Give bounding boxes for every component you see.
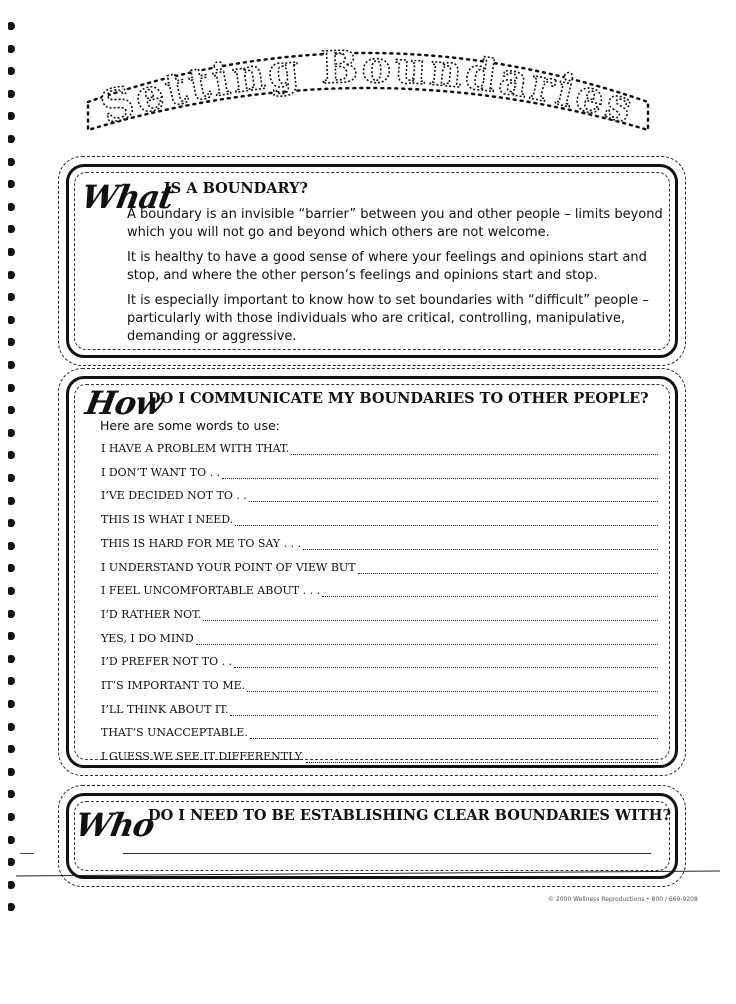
binder-hole (8, 497, 15, 505)
phrase-text: I’D PREFER NOT TO . . (101, 655, 233, 669)
binder-hole (8, 677, 15, 685)
binder-hole (8, 723, 15, 731)
binder-hole (8, 587, 15, 595)
binder-hole (8, 316, 15, 324)
binder-hole (8, 158, 15, 166)
binder-hole (8, 248, 15, 256)
phrase-text: I DON’T WANT TO . . (101, 465, 221, 479)
footer-copyright: © 2000 Wellness Reproductions • 800 / 669-9208 (548, 896, 698, 903)
binder-hole (8, 112, 15, 120)
phrase-fill-line[interactable] (303, 540, 658, 550)
phrase-row[interactable] (101, 750, 658, 763)
binder-hole (8, 881, 15, 889)
binder-hole (8, 271, 15, 279)
phrase-row[interactable] (101, 442, 658, 455)
what-script-word: What (78, 178, 177, 216)
phrase-row[interactable] (101, 466, 658, 479)
phrase-text: THIS IS HARD FOR ME TO SAY . . . (101, 536, 302, 550)
phrase-fill-line[interactable] (203, 611, 658, 621)
binder-hole (8, 858, 15, 866)
binder-hole (8, 22, 15, 30)
phrase-text: IT’S IMPORTANT TO ME. (101, 679, 246, 692)
phrase-row[interactable] (101, 489, 658, 502)
binder-hole (8, 655, 15, 663)
phrase-row[interactable] (101, 726, 658, 739)
binder-hole (8, 203, 15, 211)
binder-hole (8, 903, 15, 911)
how-script-word: How (82, 384, 166, 422)
phrase-fill-line[interactable] (322, 587, 658, 597)
binder-hole (8, 338, 15, 346)
binder-hole (8, 135, 15, 143)
binder-hole (8, 293, 15, 301)
binder-hole (8, 474, 15, 482)
binder-hole (8, 180, 15, 188)
what-paragraph-3: It is especially important to know how to set boundaries with “difficult” people – particularly with those individuals who are critical, controlling, manipulative, demanding or aggressive. (127, 293, 649, 344)
what-paragraph-2: It is healthy to have a good sense of where your feelings and opinions start and stop, and where the other person’s feelings and opinions start and stop. (127, 250, 647, 283)
phrase-fill-line[interactable] (306, 753, 658, 763)
binder-hole (8, 519, 15, 527)
phrase-row[interactable] (101, 513, 658, 526)
how-heading: DO I COMMUNICATE MY BOUNDARIES TO OTHER PEOPLE? (148, 390, 649, 407)
margin-tick (20, 853, 34, 854)
binder-hole (8, 225, 15, 233)
binder-hole (8, 429, 15, 437)
binder-hole (8, 406, 15, 414)
phrase-text: THIS IS WHAT I NEED. (101, 513, 234, 527)
phrase-row[interactable] (101, 632, 658, 645)
phrase-row[interactable] (101, 608, 658, 621)
binder-hole (8, 768, 15, 776)
phrase-row[interactable] (101, 561, 658, 574)
phrase-text: I GUESS WE SEE IT DIFFERENTLY. (101, 750, 305, 764)
how-prompt: Here are some words to use: (100, 418, 280, 433)
phrase-fill-line[interactable] (196, 635, 658, 645)
binder-hole (8, 700, 15, 708)
phrase-fill-line[interactable] (234, 658, 658, 668)
binder-hole (8, 451, 15, 459)
who-section-box (66, 793, 678, 879)
page-title-banner (70, 18, 670, 158)
binder-hole (8, 790, 15, 798)
phrase-row[interactable] (101, 537, 658, 550)
phrase-row[interactable] (101, 703, 658, 716)
phrase-row[interactable] (101, 679, 658, 692)
what-heading: IS A BOUNDARY? (164, 180, 308, 197)
who-heading: DO I NEED TO BE ESTABLISHING CLEAR BOUNDARIES WITH? (148, 807, 672, 824)
binder-hole (8, 610, 15, 618)
binder-hole (8, 361, 15, 369)
phrase-text: I HAVE A PROBLEM WITH THAT. (101, 442, 290, 455)
phrase-text: I’VE DECIDED NOT TO . . (101, 489, 247, 503)
phrase-fill-line[interactable] (247, 682, 658, 692)
binder-hole (8, 67, 15, 75)
binder-hole (8, 813, 15, 821)
phrase-text: I UNDERSTAND YOUR POINT OF VIEW BUT (101, 560, 356, 574)
phrase-fill-line[interactable] (250, 729, 658, 739)
page-title: Setting Boundaries (94, 41, 642, 135)
binder-hole (8, 632, 15, 640)
phrase-fill-line[interactable] (235, 516, 658, 526)
binder-hole (8, 745, 15, 753)
phrase-fill-line[interactable] (249, 492, 658, 502)
phrase-text: I FEEL UNCOMFORTABLE ABOUT . . . (101, 584, 321, 598)
who-script-word: Who (72, 806, 157, 844)
phrase-text: YES, I DO MIND (101, 631, 194, 645)
binder-hole (8, 384, 15, 392)
phrase-fill-line[interactable] (230, 706, 658, 716)
phrase-text: THAT’S UNACCEPTABLE. (101, 726, 248, 740)
phrase-text: I’D RATHER NOT. (101, 607, 202, 621)
phrase-fill-line[interactable] (222, 469, 658, 479)
who-answer-line[interactable] (123, 853, 651, 854)
phrase-text: I’LL THINK ABOUT IT. (101, 702, 229, 716)
what-paragraph-1: A boundary is an invisible “barrier” between you and other people – limits beyond which you will not go and beyond which others are not welcome. (127, 207, 663, 240)
phrase-row[interactable] (101, 584, 658, 597)
phrase-fill-line[interactable] (291, 445, 658, 455)
binder-hole (8, 45, 15, 53)
binder-hole (8, 564, 15, 572)
binder-hole (8, 836, 15, 844)
binder-hole (8, 542, 15, 550)
phrase-fill-line[interactable] (358, 564, 658, 574)
binder-hole (8, 90, 15, 98)
phrase-row[interactable] (101, 655, 658, 668)
